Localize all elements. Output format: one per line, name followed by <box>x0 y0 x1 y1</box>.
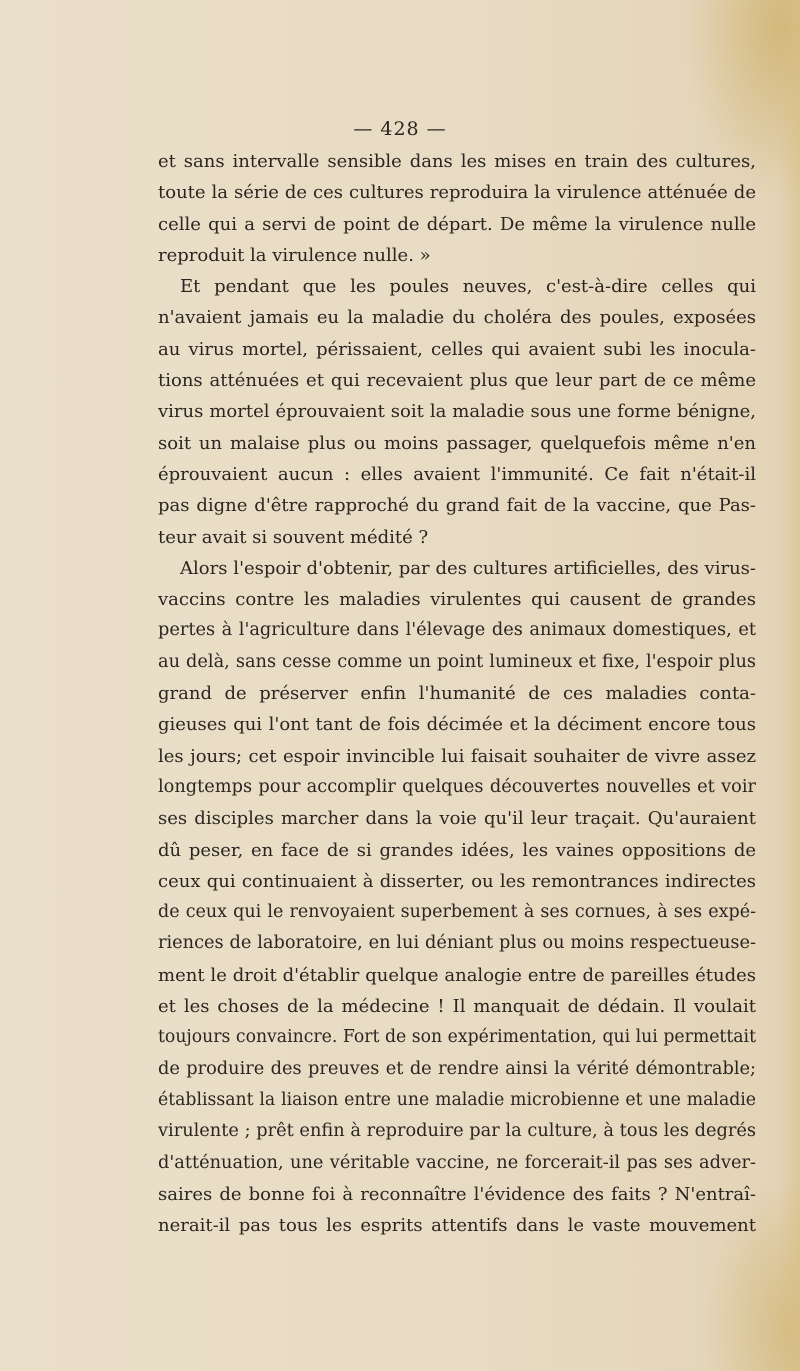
text-line: éprouvaient aucun : elles avaient l'immunité. Ce fait n'était-il <box>158 463 756 485</box>
text-line: Alors l'espoir d'obtenir, par des cultures artificielles, des virus- <box>180 557 756 579</box>
page-number: — 428 — <box>353 118 447 140</box>
text-line: dû peser, en face de si grandes idées, les vaines oppositions de <box>158 839 756 861</box>
text-line: d'atténuation, une véritable vaccine, ne forcerait-il pas ses adver- <box>158 1152 756 1173</box>
text-line: reproduit la virulence nulle. » <box>158 244 431 266</box>
text-line: grand de préserver enfin l'humanité de ces maladies conta- <box>158 683 756 705</box>
text-line: nerait-il pas tous les esprits attentifs dans le vaste mouvement <box>158 1215 756 1237</box>
text-line: les jours; cet espoir invincible lui faisait souhaiter de vivre assez <box>158 745 756 767</box>
text-line: virulente ; prêt enfin à reproduire par la culture, à tous les degrés <box>158 1121 756 1142</box>
text-line: ceux qui continuaient à disserter, ou les remontrances indirectes <box>158 870 756 892</box>
text-line: soit un malaise plus ou moins passager, quelquefois même n'en <box>158 432 756 454</box>
text-line: pertes à l'agriculture dans l'élevage des animaux domestiques, et <box>158 620 756 641</box>
text-line: gieuses qui l'ont tant de fois décimée et la déciment encore tous <box>158 714 756 736</box>
text-line: longtemps pour accomplir quelques découvertes nouvelles et voir <box>158 776 756 797</box>
text-line: ment le droit d'établir quelque analogie entre de pareilles études <box>158 964 756 986</box>
text-line: riences de laboratoire, en lui déniant plus ou moins respectueuse- <box>158 933 756 954</box>
text-line: n'avaient jamais eu la maladie du choléra des poules, exposées <box>158 307 756 329</box>
text-line: ses disciples marcher dans la voie qu'il leur traçait. Qu'auraient <box>158 808 756 830</box>
text-line: toute la série de ces cultures reproduira la virulence atténuée de <box>158 182 756 204</box>
body-text <box>158 146 756 1241</box>
text-line: Et pendant que les poules neuves, c'est-à-dire celles qui <box>180 276 756 298</box>
text-line: de ceux qui le renvoyaient superbement à ses cornues, à ses expé- <box>158 902 756 923</box>
text-line: celle qui a servi de point de départ. De même la virulence nulle <box>158 213 756 235</box>
text-line: toujours convaincre. Fort de son expérimentation, qui lui permettait <box>158 1027 756 1048</box>
text-line: au delà, sans cesse comme un point lumineux et fixe, l'espoir plus <box>158 651 756 672</box>
text-line: et sans intervalle sensible dans les mises en train des cultures, <box>158 151 756 172</box>
text-line: pas digne d'être rapproché du grand fait de la vaccine, que Pas- <box>158 495 756 517</box>
text-line: établissant la liaison entre une maladie microbienne et une maladie <box>158 1089 756 1110</box>
text-line: et les choses de la médecine ! Il manquait de dédain. Il voulait <box>158 996 756 1018</box>
text-line: tions atténuées et qui recevaient plus que leur part de ce même <box>158 370 756 392</box>
text-line: virus mortel éprouvaient soit la maladie sous une forme bénigne, <box>158 401 756 423</box>
page-edge-shadow <box>778 0 800 1371</box>
text-line: de produire des preuves et de rendre ainsi la vérité démontrable; <box>158 1058 756 1079</box>
text-line: au virus mortel, périssaient, celles qui avaient subi les inocula- <box>158 338 756 360</box>
text-line: saires de bonne foi à reconnaître l'évidence des faits ? N'entraî- <box>158 1183 756 1205</box>
text-line: teur avait si souvent médité ? <box>158 526 429 548</box>
text-line: vaccins contre les maladies virulentes qui causent de grandes <box>158 589 756 611</box>
